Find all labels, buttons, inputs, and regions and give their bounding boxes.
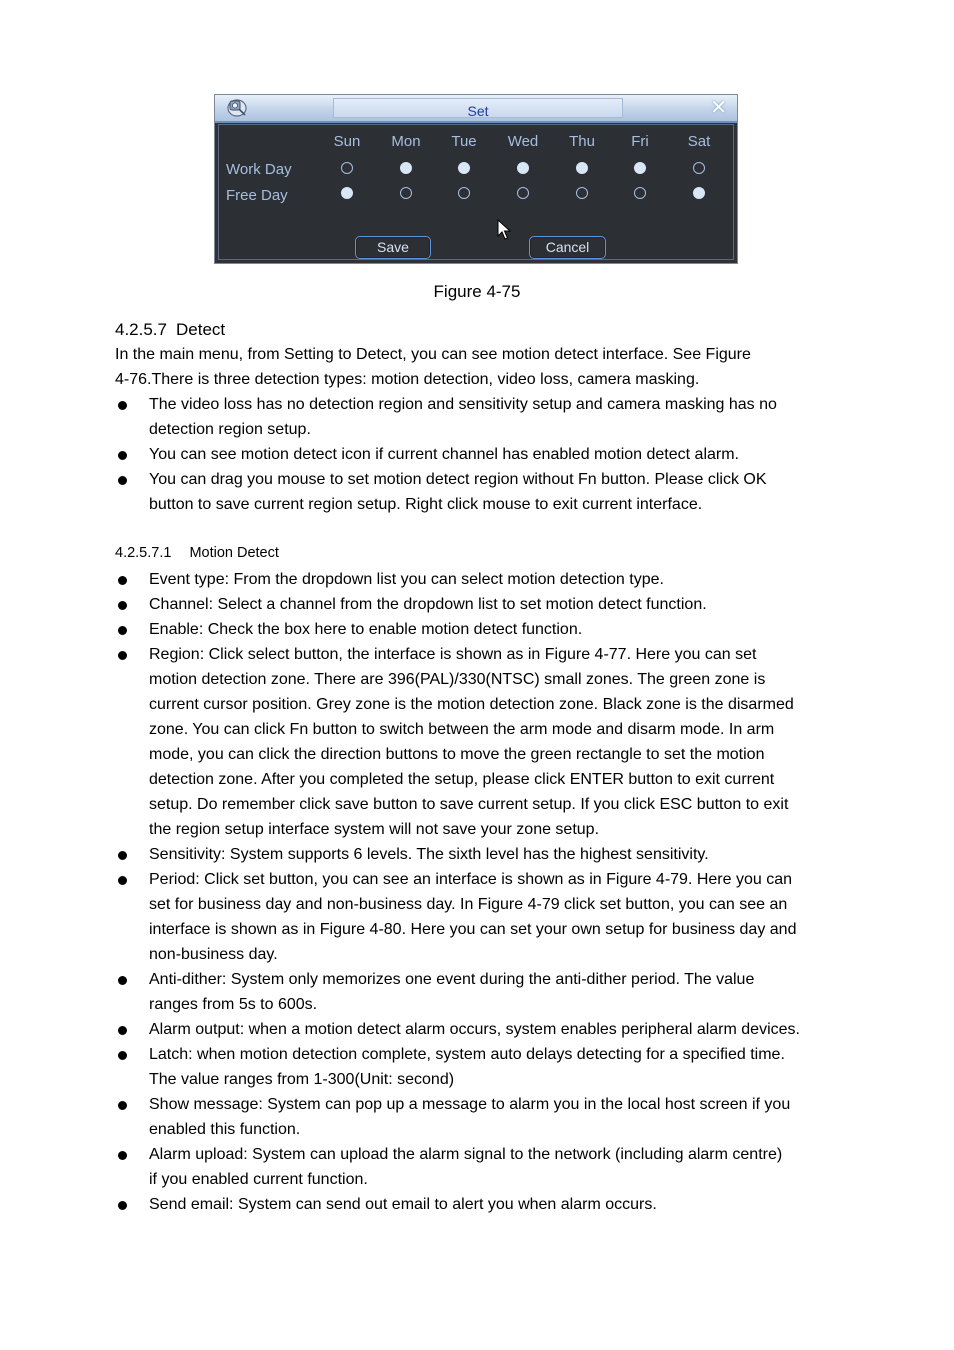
mouse-cursor-icon <box>497 219 511 241</box>
bullet-dot-icon <box>118 851 127 860</box>
bullet-dot-icon <box>118 401 127 410</box>
list-item-text <box>149 442 865 467</box>
radio-work-day-tue[interactable] <box>458 162 470 174</box>
list-item-text <box>149 1042 865 1092</box>
figure-caption: Figure 4-75 <box>433 282 521 301</box>
dialog-title-field <box>333 98 623 118</box>
radio-work-day-thu[interactable] <box>576 162 588 174</box>
list-item-line: interface is shown as in Figure 4-80. Here you can set your own setup for business day and <box>149 921 797 938</box>
list-item-line: Send email: System can send out email to alert you when alarm occurs. <box>149 1196 657 1213</box>
list-item-line: Anti-dither: System only memorizes one event during the anti-dither period. The value <box>149 971 755 988</box>
bullet-dot-icon <box>118 601 127 610</box>
subsection-title: Motion Detect <box>189 545 279 561</box>
list-item-text <box>149 617 865 642</box>
intro-line-1: In the main menu, from Setting to Detect, you can see motion detect interface. See Figure <box>115 346 751 363</box>
list-item-line: setup. Do remember click save button to save current setup. If you click ESC button to exit <box>149 796 789 813</box>
list-item-line: motion detection zone. There are 396(PAL)/330(NTSC) small zones. The green zone is <box>149 671 766 688</box>
row-label-free-day: Free Day <box>226 187 288 204</box>
list-item-line: Alarm upload: System can upload the alarm signal to the network (including alarm centre) <box>149 1146 783 1163</box>
bullet-dot-icon <box>118 1051 127 1060</box>
set-dialog <box>214 94 738 264</box>
list-item-text <box>149 1092 865 1142</box>
section-number: 4.2.5.7 <box>115 320 167 339</box>
day-header-thu: Thu <box>569 133 595 150</box>
day-header-sun: Sun <box>333 133 361 150</box>
bullet-dot-icon <box>118 651 127 660</box>
list-item-text <box>149 467 865 517</box>
list-item-text <box>149 1192 865 1217</box>
list-item-line: ranges from 5s to 600s. <box>149 996 318 1013</box>
list-item-line: The video loss has no detection region and sensitivity setup and camera masking has no <box>149 396 777 413</box>
camera-app-icon <box>225 97 249 119</box>
save-button[interactable]: Save <box>355 236 431 259</box>
subsection-number: 4.2.5.7.1 <box>115 545 172 561</box>
row-label-work-day: Work Day <box>226 161 292 178</box>
subsection-heading <box>115 545 279 561</box>
list-item-text <box>149 867 865 967</box>
list-item-text <box>149 392 865 442</box>
list-item-line: button to save current region setup. Right click mouse to exit current interface. <box>149 496 703 513</box>
dialog-title: Set <box>467 103 489 119</box>
list-item-text <box>149 592 865 617</box>
radio-free-day-tue[interactable] <box>458 187 470 199</box>
list-item-text <box>149 842 865 867</box>
list-item-line: Sensitivity: System supports 6 levels. The sixth level has the highest sensitivity. <box>149 846 709 863</box>
list-item-text <box>149 642 865 842</box>
radio-work-day-sun[interactable] <box>341 162 353 174</box>
bullet-dot-icon <box>118 876 127 885</box>
list-item-text <box>149 1017 865 1042</box>
day-header-tue: Tue <box>451 133 477 150</box>
list-item-line: Channel: Select a channel from the dropdown list to set motion detect function. <box>149 596 707 613</box>
bullet-dot-icon <box>118 1151 127 1160</box>
list-item-line: zone. You can click Fn button to switch between the arm mode and disarm mode. In arm <box>149 721 775 738</box>
day-header-sat: Sat <box>687 133 711 150</box>
radio-work-day-mon[interactable] <box>400 162 412 174</box>
list-item-line: Region: Click select button, the interface is shown as in Figure 4-77. Here you can set <box>149 646 757 663</box>
day-header-fri: Fri <box>631 133 649 150</box>
day-header-wed: Wed <box>507 133 539 150</box>
radio-free-day-wed[interactable] <box>517 187 529 199</box>
bullet-dot-icon <box>118 576 127 585</box>
list-item-line: Alarm output: when a motion detect alarm occurs, system enables peripheral alarm devices. <box>149 1021 800 1038</box>
dialog-titlebar <box>215 95 737 123</box>
list-item-line: detection region setup. <box>149 421 311 438</box>
section-heading <box>115 320 225 340</box>
radio-free-day-sun[interactable] <box>341 187 353 199</box>
list-item-line: You can drag you mouse to set motion detect region without Fn button. Please click OK <box>149 471 767 488</box>
bullet-dot-icon <box>118 626 127 635</box>
list-item-line: Period: Click set button, you can see an interface is shown as in Figure 4-79. Here you can <box>149 871 793 888</box>
radio-work-day-wed[interactable] <box>517 162 529 174</box>
list-item-line: Latch: when motion detection complete, system auto delays detecting for a specified time. <box>149 1046 785 1063</box>
bullet-dot-icon <box>118 1201 127 1210</box>
list-item-line: Show message: System can pop up a message to alarm you in the local host screen if you <box>149 1096 791 1113</box>
bullet-dot-icon <box>118 1101 127 1110</box>
close-icon[interactable]: ✕ <box>710 97 727 119</box>
radio-free-day-sat[interactable] <box>693 187 705 199</box>
radio-free-day-mon[interactable] <box>400 187 412 199</box>
bullet-dot-icon <box>118 451 127 460</box>
bullet-dot-icon <box>118 1026 127 1035</box>
radio-free-day-fri[interactable] <box>634 187 646 199</box>
list-item-line: the region setup interface system will not save your zone setup. <box>149 821 600 838</box>
intro-line-2: 4-76.There is three detection types: motion detection, video loss, camera masking. <box>115 371 700 388</box>
list-item-line: enabled this function. <box>149 1121 301 1138</box>
list-item-line: Enable: Check the box here to enable motion detect function. <box>149 621 583 638</box>
list-item-line: detection zone. After you completed the setup, please click ENTER button to exit current <box>149 771 775 788</box>
list-item-line: The value ranges from 1-300(Unit: second) <box>149 1071 455 1088</box>
list-item-line: You can see motion detect icon if current channel has enabled motion detect alarm. <box>149 446 739 463</box>
day-header-mon: Mon <box>391 133 421 150</box>
list-item-line: set for business day and non-business day. In Figure 4-79 click set button, you can see an <box>149 896 788 913</box>
list-item-line: current cursor position. Grey zone is the motion detection zone. Black zone is the disarmed <box>149 696 794 713</box>
bullet-dot-icon <box>118 976 127 985</box>
list-item-line: Event type: From the dropdown list you can select motion detection type. <box>149 571 664 588</box>
list-item-text <box>149 1142 865 1192</box>
bullet-dot-icon <box>118 476 127 485</box>
list-item-line: non-business day. <box>149 946 278 963</box>
section-title: Detect <box>176 320 226 339</box>
list-item-text <box>149 567 865 592</box>
cancel-button[interactable]: Cancel <box>529 236 606 259</box>
list-item-line: if you enabled current function. <box>149 1171 368 1188</box>
list-item-line: mode, you can click the direction buttons to move the green rectangle to set the motion <box>149 746 765 763</box>
radio-work-day-fri[interactable] <box>634 162 646 174</box>
radio-work-day-sat[interactable] <box>693 162 705 174</box>
list-item-text <box>149 967 865 1017</box>
radio-free-day-thu[interactable] <box>576 187 588 199</box>
